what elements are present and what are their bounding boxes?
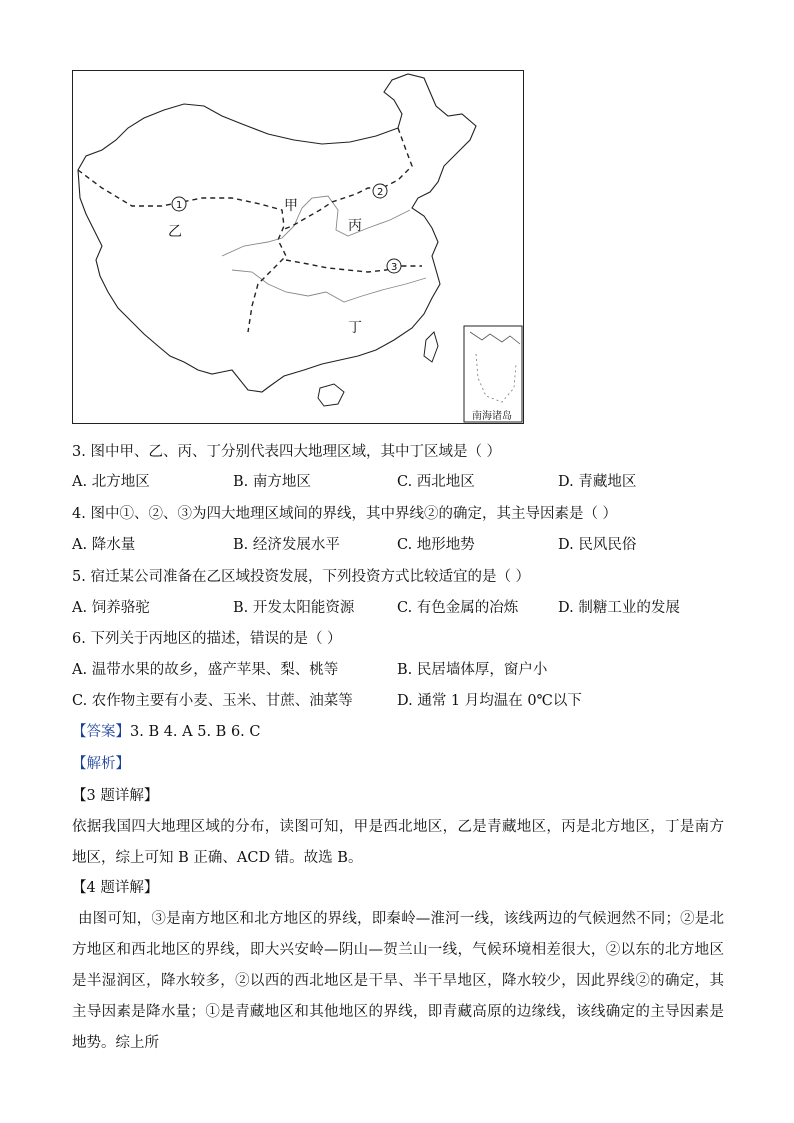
region-label-yi: 乙 <box>168 224 182 240</box>
question-5-option-d: D. 制糖工业的发展 <box>558 600 680 616</box>
boundary-number-3: 3 <box>391 262 398 273</box>
detail-4-tag: 【4 题详解】 <box>72 880 159 896</box>
boundary-number-1: 1 <box>176 200 183 211</box>
question-5-stem: 5. 宿迁某公司准备在乙区域投资发展，下列投资方式比较适宜的是（ ） <box>72 569 531 585</box>
detail-3-tag: 【3 题详解】 <box>72 788 159 804</box>
question-3-stem: 3. 图中甲、乙、丙、丁分别代表四大地理区域，其中丁区域是（ ） <box>72 444 502 460</box>
map-frame <box>73 71 524 424</box>
question-4-option-c: C. 地形地势 <box>397 537 475 553</box>
question-4-option-b: B. 经济发展水平 <box>233 537 340 553</box>
region-label-jia: 甲 <box>284 198 298 214</box>
map-svg <box>72 70 524 424</box>
region-label-ding: 丁 <box>348 320 362 336</box>
question-5-option-b: B. 开发太阳能资源 <box>233 600 355 616</box>
boundary-number-2: 2 <box>377 187 384 198</box>
question-6-stem: 6. 下列关于丙地区的描述，错误的是（ ） <box>72 631 342 647</box>
detail-4-text: 由图可知，③是南方地区和北方地区的界线，即秦岭—淮河一线，该线两边的气候迥然不同；②是北方地区和西北地区的界线，即大兴安岭—阴山—贺兰山一线，气候环境相差很大，②以东的北方地区是半湿润区，降水较多，②以西的西北地区是干旱、半干旱地区，降水较少，因此界线②的确定，其主导因素是降水量；①是青藏地区和其他地区的界线，即青藏高原的边缘线，该线确定的主导因素是地势。综上所 <box>72 911 724 1051</box>
answer-line <box>72 722 260 742</box>
region-label-bing: 丙 <box>348 218 362 234</box>
question-6-option-b: B. 民居墙体厚，窗户小 <box>397 662 548 678</box>
question-4-option-a: A. 降水量 <box>72 537 136 553</box>
detail-3-text: 依据我国四大地理区域的分布，读图可知，甲是西北地区，乙是青藏地区，丙是北方地区，丁是南方地区，综上可知 B 正确、ACD 错。故选 B。 <box>72 819 724 866</box>
answer-text: 3. B 4. A 5. B 6. C <box>130 724 261 740</box>
question-5-option-a: A. 饲养骆驼 <box>72 600 150 616</box>
question-4-stem: 4. 图中①、②、③为四大地理区域间的界线，其中界线②的确定，其主导因素是（ ） <box>72 506 618 522</box>
analysis-tag: 【解析】 <box>72 756 130 772</box>
south-sea-inset-label: 南海诸岛 <box>472 411 512 422</box>
question-3-option-a: A. 北方地区 <box>72 474 150 490</box>
question-6-option-c: C. 农作物主要有小麦、玉米、甘蔗、油菜等 <box>72 693 353 709</box>
question-3-option-d: D. 青藏地区 <box>558 474 637 490</box>
answer-tag: 【答案】 <box>72 724 130 740</box>
south-sea-inset-frame <box>464 326 522 422</box>
china-regions-map <box>72 70 524 424</box>
question-3-option-b: B. 南方地区 <box>233 474 311 490</box>
question-4-option-d: D. 民风民俗 <box>558 537 637 553</box>
question-5-option-c: C. 有色金属的冶炼 <box>397 600 519 616</box>
question-6-option-a: A. 温带水果的故乡，盛产苹果、梨、桃等 <box>72 662 339 678</box>
question-3-option-c: C. 西北地区 <box>397 474 475 490</box>
question-6-option-d: D. 通常 1 月均温在 0℃以下 <box>397 693 582 709</box>
